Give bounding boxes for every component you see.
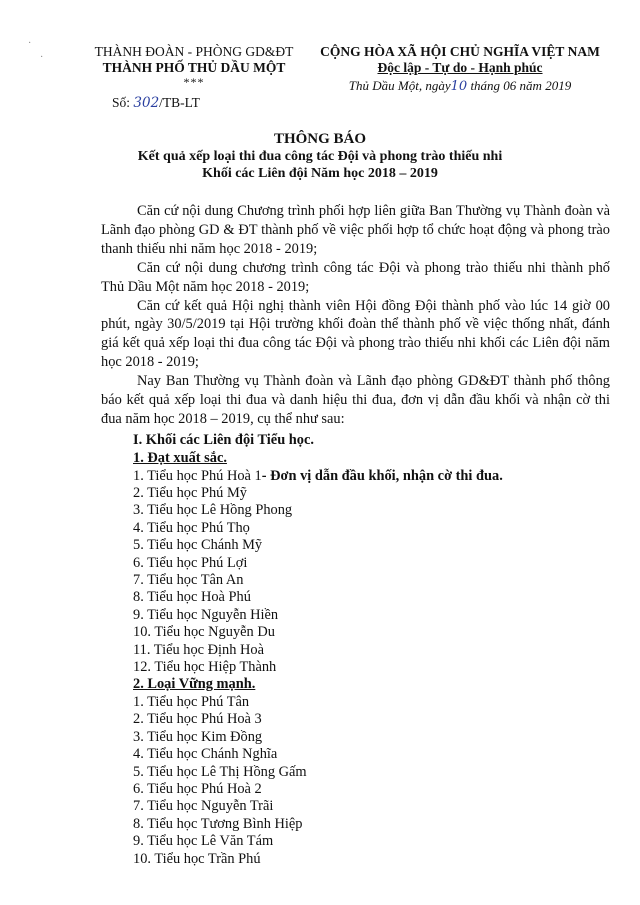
paragraph: Nay Ban Thường vụ Thành đoàn và Lãnh đạo phòng GD&ĐT thành phố thông báo kết quả xếp loại thi đua và danh hiệu thi đua, đơn vị dẫn đầu khối và nhận cờ thi đua năm học 2018 – 2019, cụ thể như sau: — [101, 373, 610, 427]
nation-name: CỘNG HÒA XÃ HỘI CHỦ NGHĨA VIỆT NAM — [320, 44, 600, 59]
list-item: 3. Tiểu học Lê Hồng Phong — [133, 502, 293, 519]
list-item: 5. Tiểu học Chánh Mỹ — [133, 537, 263, 554]
doc-number-prefix: Số: — [112, 95, 131, 110]
list-item: 2. Tiểu học Phú Hoà 3 — [133, 711, 262, 728]
lead-item-note: - Đơn vị dẫn đầu khối, nhận cờ thi đua. — [261, 467, 503, 484]
list-item: 4. Tiểu học Phú Thọ — [133, 519, 250, 536]
list-item: 12. Tiểu học Hiệp Thành — [133, 658, 277, 675]
list-item: 3. Tiểu học Kim Đồng — [133, 728, 263, 745]
document-title-block — [0, 130, 640, 182]
lead-item-name: 1. Tiểu học Phú Hoà 1 — [133, 467, 262, 484]
issuer-stars: *** — [183, 75, 205, 89]
group-excellent-title: 1. Đạt xuất sắc. — [133, 450, 227, 466]
document-title: THÔNG BÁO — [273, 131, 367, 147]
list-item: 4. Tiểu học Chánh Nghĩa — [133, 746, 278, 763]
list-item: 9. Tiểu học Nguyễn Hiền — [133, 606, 279, 623]
list-item: 9. Tiểu học Lê Văn Tám — [133, 833, 274, 850]
doc-number-suffix: /TB-LT — [159, 95, 200, 110]
list-item: 11. Tiểu học Định Hoà — [133, 641, 264, 658]
doc-number-handwritten: 302 — [133, 95, 160, 111]
issuer-line2: THÀNH PHỐ THỦ DẦU MỘT — [102, 60, 286, 75]
date-prefix: Thủ Dầu Một, ngày — [348, 78, 451, 93]
list-item: 10. Tiểu học Nguyễn Du — [133, 624, 275, 641]
document-subtitle-2: Khối các Liên đội Năm học 2018 – 2019 — [202, 166, 438, 181]
section-title: I. Khối các Liên đội Tiểu học. — [133, 432, 314, 448]
scan-speck: · — [28, 38, 32, 49]
list-item-lead — [133, 468, 613, 485]
document-body — [101, 202, 610, 429]
date-day-handwritten: 10 — [450, 79, 468, 94]
list-item: 5. Tiểu học Lê Thị Hồng Gấm — [133, 763, 307, 780]
national-motto: Độc lập - Tự do - Hạnh phúc — [377, 60, 543, 75]
paragraph: Căn cứ kết quả Hội nghị thành viên Hội đồng Đội thành phố vào lúc 14 giờ 00 phút, ngày 30/5/2019 tại Hội trường khối đoàn thể thành phố về việc thống nhất, đánh giá kết quả xếp loại thi đua công tác Đội và phong trào thiếu nhi khối các Liên đội năm học 2018 - 2019; — [101, 297, 610, 371]
paragraph: Căn cứ nội dung chương trình công tác Đội và phong trào thiếu nhi thành phố Thủ Dầu Một năm học 2018 - 2019; — [101, 259, 610, 295]
section-primary-schools — [133, 431, 613, 868]
list-item: 6. Tiểu học Phú Hoà 2 — [133, 780, 262, 797]
scan-speck: · — [40, 52, 44, 63]
list-item: 7. Tiểu học Nguyễn Trãi — [133, 798, 274, 815]
list-item: 7. Tiểu học Tân An — [133, 571, 244, 588]
document-number — [112, 95, 200, 111]
issuer-line1: THÀNH ĐOÀN - PHÒNG GD&ĐT — [94, 44, 294, 59]
list-item: 8. Tiểu học Hoà Phú — [133, 589, 251, 606]
list-item: 8. Tiểu học Tương Bình Hiệp — [133, 815, 303, 832]
group-strong-title: 2. Loại Vững mạnh. — [133, 676, 256, 693]
paragraph: Căn cứ nội dung Chương trình phối hợp liên giữa Ban Thường vụ Thành đoàn và Lãnh đạo phòng GD & ĐT thành phố về việc phối hợp tổ chức hoạt động và phong trào thanh thiếu nhi năm học 2018 - 2019; — [101, 203, 610, 257]
document-subtitle: Kết quả xếp loại thi đua công tác Đội và phong trào thiếu nhi — [137, 149, 503, 164]
list-item: 6. Tiểu học Phú Lợi — [133, 554, 248, 571]
list-item: 1. Tiểu học Phú Tân — [133, 693, 250, 710]
date-suffix: tháng 06 năm 2019 — [470, 78, 572, 93]
national-header — [305, 44, 615, 96]
place-date — [305, 77, 615, 96]
issuer-block — [74, 44, 314, 88]
list-item: 2. Tiểu học Phú Mỹ — [133, 484, 247, 501]
list-item: 10. Tiểu học Trần Phú — [133, 850, 261, 867]
